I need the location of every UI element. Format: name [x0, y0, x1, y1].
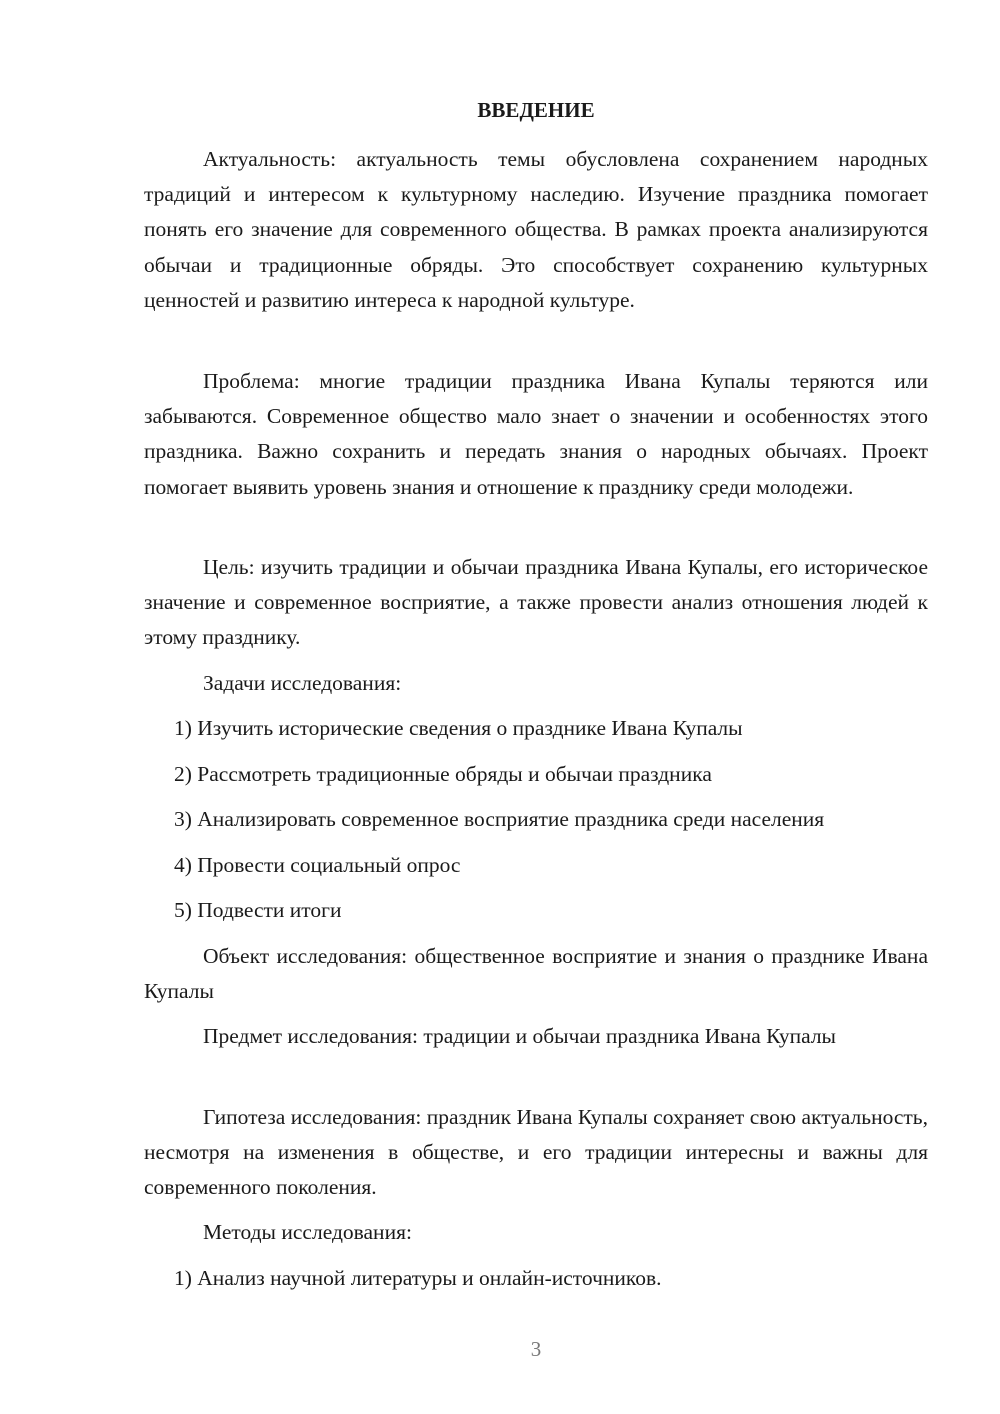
subject-paragraph: Предмет исследования: традиции и обычаи праздника Ивана Купалы — [203, 1024, 837, 1048]
task-item: 4) Провести социальный опрос — [174, 853, 461, 877]
methods-heading: Методы исследования: — [203, 1220, 412, 1244]
problem-paragraph: Проблема: многие традиции праздника Ивана Купалы теряются или забываются. Современное общество мало знает о значении и особенностях этого праздника. Важно сохранить и передать знания о народных обычаях. Проект помогает выявить уровень знания и отношение к празднику среди молодежи. — [144, 369, 928, 499]
task-item: 3) Анализировать современное восприятие праздника среди населения — [174, 807, 825, 831]
tasks-heading: Задачи исследования: — [203, 671, 402, 695]
object-paragraph: Объект исследования: общественное восприятие и знания о празднике Ивана Купалы — [144, 944, 928, 1004]
relevance-paragraph: Актуальность: актуальность темы обусловлена сохранением народных традиций и интересом к культурному наследию. Изучение праздника помогает понять его значение для современного общества. В рамках проекта анализируются обычаи и традиционные обряды. Это способствует сохранению культурных ценностей и развитию интереса к народной культуре. — [144, 147, 928, 312]
page-number: 3 — [530, 1337, 542, 1361]
task-item: 5) Подвести итоги — [174, 898, 342, 922]
hypothesis-paragraph: Гипотеза исследования: праздник Ивана Купалы сохраняет свою актуальность, несмотря на изменения в обществе, и его традиции интересны и важны для современного поколения. — [144, 1105, 928, 1200]
task-item: 2) Рассмотреть традиционные обряды и обычаи праздника — [174, 762, 712, 786]
goal-paragraph: Цель: изучить традиции и обычаи праздника Ивана Купалы, его историческое значение и современное восприятие, а также провести анализ отношения людей к этому празднику. — [144, 555, 928, 650]
method-item: 1) Анализ научной литературы и онлайн-источников. — [174, 1266, 662, 1290]
document-page — [144, 0, 928, 1414]
section-title: ВВЕДЕНИЕ — [477, 98, 595, 122]
task-item: 1) Изучить исторические сведения о празднике Ивана Купалы — [174, 716, 743, 740]
